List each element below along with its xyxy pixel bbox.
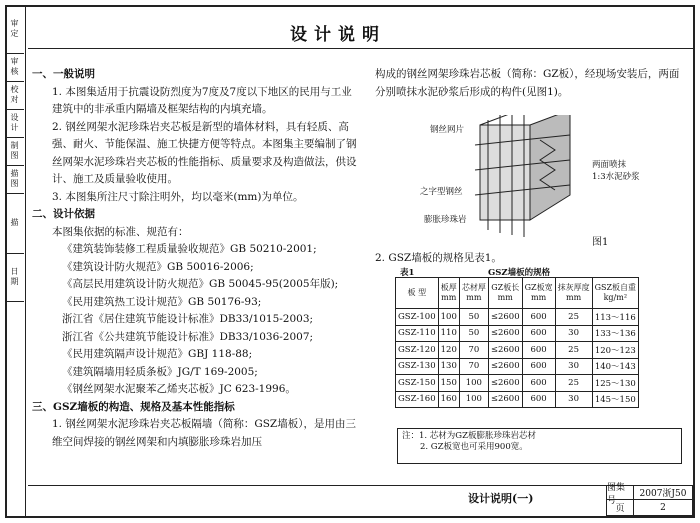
note-1: 注：1. 芯材为GZ板膨胀珍珠岩芯材	[402, 431, 537, 441]
intro-text: 构成的钢丝网架珍珠岩芯板（简称：GZ板），经现场安装后，两面分别喷抹水泥砂浆后形成的构件(见图1)。	[375, 68, 680, 98]
label-zigzag: 之字型钢丝	[420, 187, 463, 197]
table-cell: 130	[438, 358, 459, 375]
label-mortar: 1:3水泥砂浆	[592, 172, 640, 182]
paragraph: 浙江省《居住建筑节能设计标准》DB33/1015-2003;	[62, 313, 314, 325]
paragraph: 《建筑装饰装修工程质量验收规范》GB 50210-2001;	[62, 243, 317, 255]
table-row	[396, 358, 639, 375]
table-cell: 25	[555, 309, 592, 326]
paragraph: 1. 钢丝网架水泥珍珠岩夹芯板隔墙（简称：GSZ墙板），是用由三维空间焊接的钢丝网架和内填膨胀珍珠岩加压	[52, 418, 356, 448]
table-header: 板厚 mm	[438, 278, 459, 309]
atlas-label: 图集号	[606, 485, 634, 500]
page-label: 页	[606, 499, 634, 516]
table-row	[396, 342, 639, 359]
table-cell: 100	[459, 391, 488, 408]
sidebar-cell: 审定	[5, 5, 24, 54]
sidebar-cell: 描	[5, 193, 24, 254]
table-intro: 2. GSZ墙板的规格见表1。	[375, 252, 502, 264]
left-column	[32, 66, 360, 451]
divider	[28, 48, 693, 49]
section-heading: 三、GSZ墙板的构造、规格及基本性能指标	[32, 400, 235, 413]
sidebar-cell: 制图	[5, 137, 24, 166]
table-header: GZ板宽 mm	[522, 278, 555, 309]
label-mesh: 钢丝网片	[430, 125, 465, 135]
paragraph: 浙江省《公共建筑节能设计标准》DB33/1036-2007;	[62, 330, 314, 343]
table-header: GZ板长 mm	[488, 278, 522, 309]
table-cell: 30	[555, 325, 592, 342]
table-cell: 25	[555, 375, 592, 392]
table-cell: 25	[555, 342, 592, 359]
table-header: 芯材厚 mm	[459, 278, 488, 309]
table-cell: 125～130	[592, 375, 638, 392]
table-cell: 600	[522, 342, 555, 359]
table-cell: ≤2600	[488, 358, 522, 375]
atlas-number: 2007浙J50	[633, 485, 693, 500]
table-cell: ≤2600	[488, 342, 522, 359]
paragraph: 《民用建筑隔声设计规范》GBJ 118-88;	[62, 348, 253, 360]
sidebar-cell: 描图	[5, 165, 24, 194]
table-header: 抹灰厚度 mm	[555, 278, 592, 309]
paragraph: 《民用建筑热工设计规范》GB 50176-93;	[62, 295, 262, 308]
paragraph: 《建筑隔墙用轻质条板》JG/T 169-2005;	[62, 365, 258, 378]
table-name: GSZ墙板的规格	[488, 268, 551, 278]
spec-table	[395, 277, 639, 408]
table-cell: 145～150	[592, 391, 638, 408]
table-row	[396, 309, 639, 326]
title-block	[28, 485, 693, 517]
table-cell: 133～136	[592, 325, 638, 342]
table-header: GSZ板自重 kg/m²	[592, 278, 638, 309]
table-cell: 600	[522, 375, 555, 392]
table-cell: 50	[459, 309, 488, 326]
paragraph: 3. 本图集所注尺寸除注明外，均以毫米(mm)为单位。	[52, 190, 304, 203]
section-heading: 一、一般说明	[32, 68, 95, 80]
table-cell: GSZ-150	[396, 375, 439, 392]
table-cell: GSZ-160	[396, 391, 439, 408]
table-header: 板 型	[396, 278, 439, 309]
table-row	[396, 391, 639, 408]
paragraph: 《建筑设计防火规范》GB 50016-2006;	[62, 260, 254, 273]
paragraph: 《高层民用建筑设计防火规范》GB 50045-95(2005年版);	[62, 278, 339, 290]
figure-caption: 图1	[592, 237, 609, 248]
table-cell: 100	[438, 309, 459, 326]
table-cell: 600	[522, 358, 555, 375]
page-title: 设计说明	[290, 25, 386, 45]
sidebar-cell: 设计	[5, 109, 24, 138]
sidebar	[5, 5, 26, 518]
table-cell: 150	[438, 375, 459, 392]
table-cell: 113～116	[592, 309, 638, 326]
label-perlite: 膨胀珍珠岩	[424, 215, 467, 225]
table-cell: ≤2600	[488, 325, 522, 342]
paragraph: 2. 钢丝网架水泥珍珠岩夹芯板是新型的墙体材料，具有轻质、高强、耐火、节能保温、施工快捷方便等特点。本图集主要编制了钢丝网架水泥珍珠岩夹芯板的性能指标、质量要求及构造做法，供设计、施工及质量验收使用。	[52, 120, 357, 185]
paragraph: 《钢丝网架水泥聚苯乙烯夹芯板》JC 623-1996。	[62, 383, 296, 395]
table-cell: 600	[522, 325, 555, 342]
table-cell: 30	[555, 358, 592, 375]
table-row	[396, 325, 639, 342]
table-cell: 50	[459, 325, 488, 342]
sidebar-cell: 审核	[5, 53, 24, 82]
table-cell: 120～123	[592, 342, 638, 359]
title-block-title: 设计说明(一)	[468, 492, 534, 505]
table-cell: 70	[459, 342, 488, 359]
paragraph: 1. 本图集适用于抗震设防烈度为7度及7度以下地区的民用与工业建筑中的非承重内隔墙及框架结构的内填充墙。	[52, 85, 352, 115]
table-cell: ≤2600	[488, 391, 522, 408]
paragraph: 本图集依据的标准、规范有：	[52, 225, 189, 238]
section-heading: 二、设计依据	[32, 208, 95, 220]
table-cell: ≤2600	[488, 309, 522, 326]
table-row	[396, 375, 639, 392]
table-cell: ≤2600	[488, 375, 522, 392]
table-cell: 30	[555, 391, 592, 408]
right-column	[375, 66, 680, 101]
page-number: 2	[633, 499, 693, 516]
table-cell: GSZ-130	[396, 358, 439, 375]
table-caption: 表1	[400, 268, 415, 278]
note-2: 2. GZ板宽也可采用900宽。	[420, 442, 528, 452]
table-cell: 160	[438, 391, 459, 408]
table-cell: 600	[522, 309, 555, 326]
label-spray: 两面喷抹	[592, 160, 627, 170]
table-cell: 100	[459, 375, 488, 392]
table-cell: 140～143	[592, 358, 638, 375]
table-cell: GSZ-120	[396, 342, 439, 359]
sidebar-cell: 校对	[5, 81, 24, 110]
table-cell: 70	[459, 358, 488, 375]
table-cell: GSZ-100	[396, 309, 439, 326]
sidebar-cell: 日期	[5, 253, 24, 302]
table-note	[397, 428, 682, 464]
table-cell: GSZ-110	[396, 325, 439, 342]
table-cell: 110	[438, 325, 459, 342]
table-cell: 600	[522, 391, 555, 408]
table-cell: 120	[438, 342, 459, 359]
